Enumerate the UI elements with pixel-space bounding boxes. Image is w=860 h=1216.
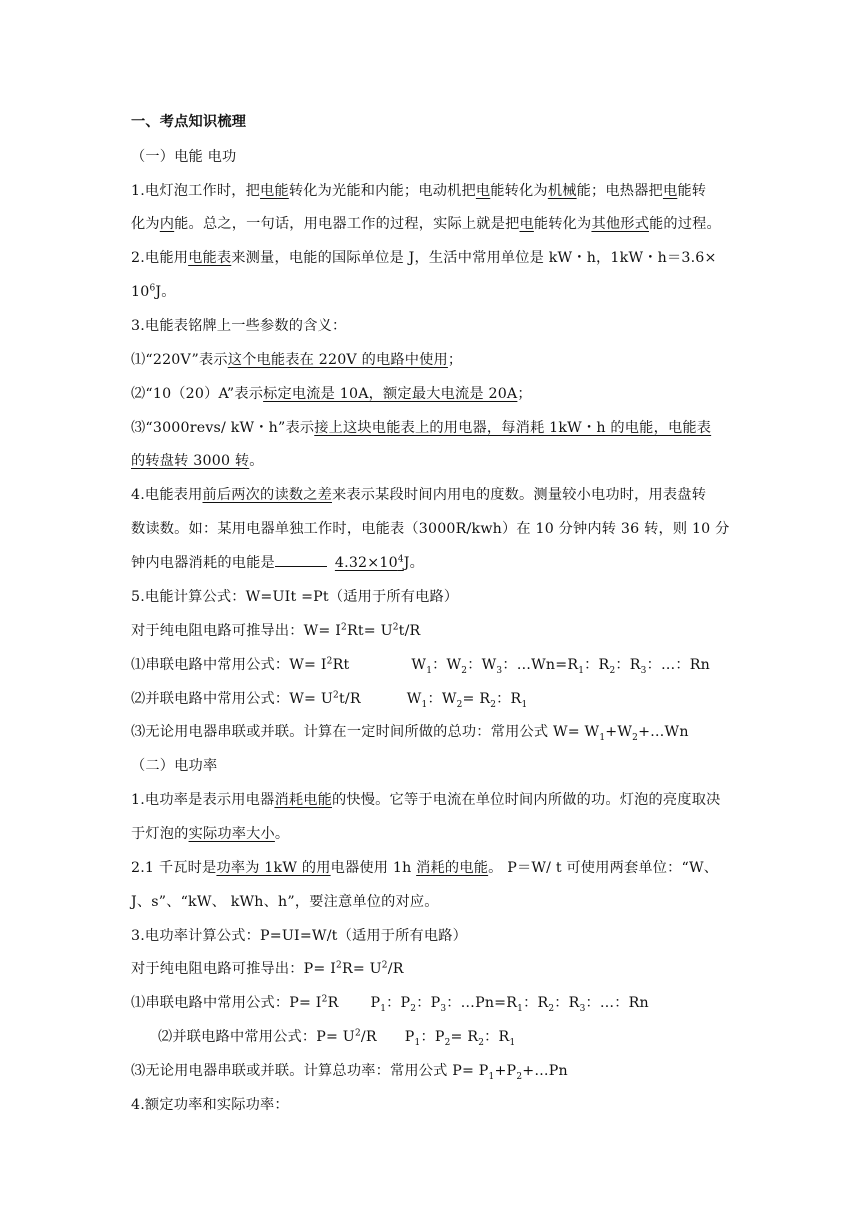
- power-derived: 对于纯电阻电路可推导出：$P= I^2R= U^2/R$: [131, 960, 404, 977]
- paragraph-4-line-3: 钟内电器消耗的电能是 $4.32\times 10^4J$。: [131, 554, 425, 571]
- paragraph-4-line-2: 数读数。如：某用电器单独工作时，电能表（3000R/kwh）在 10 分钟内转 36 转，则 10 分: [131, 521, 730, 537]
- meter-param-current: ⑵“10（20）A”表示标定电流是 10A，额定最大电流是 20A；: [131, 386, 532, 402]
- paragraph-1-line-2: 化为内能。总之，一句话，用电器工作的过程，实际上就是把电能转化为其他形式能的过程。: [131, 216, 721, 232]
- power-paragraph-4: 4.额定功率和实际功率：: [131, 1097, 289, 1113]
- series-power-formula: ⑴串联电路中常用公式：$P= I^2R$ $P_1$：$P_2$：$P_3$：$\dots Pn=R_1$：$R_2$：$R_3$：…：Rn: [131, 994, 649, 1014]
- paragraph-1-line-1: 1.电灯泡工作时，把电能转化为光能和内能；电动机把电能转化为机械能；电热器把电能转: [131, 183, 707, 199]
- series-work-formula: ⑴串联电路中常用公式：$W= I^2Rt$ $W_1$：$W_2$：$W_3$：$\dots Wn=R_1$：$R_2$：$R_3$：…：Rn: [131, 656, 710, 676]
- section-heading: 一、考点知识梳理: [131, 114, 247, 130]
- paragraph-4-line-1: 4.电能表用前后两次的读数之差来表示某段时间内用电的度数。测量较小电功时，用表盘转: [131, 487, 707, 503]
- answer-blank: [275, 553, 327, 567]
- subsection-title: （一）电能 电功: [131, 149, 237, 165]
- total-power-formula: ⑶无论用电器串联或并联。计算总功率：常用公式 $P= P_1+P_2+\dots Pn$: [131, 1063, 568, 1082]
- subsection-title-2: （二）电功率: [131, 758, 218, 774]
- power-paragraph-1-line-2: 于灯泡的实际功率大小。: [131, 826, 290, 842]
- paragraph-5-derived: 对于纯电阻电路可推导出：$W= I^2Rt= U^2t/R$: [131, 622, 421, 639]
- parallel-power-formula: ⑵并联电路中常用公式：$P= U^2/R$ $P_1$：$P_2= R_2$：$R_1$: [158, 1028, 516, 1048]
- answer-value: $4.32\times 10^4$: [334, 554, 404, 571]
- paragraph-2-line-2: $10^6J$。: [131, 283, 176, 300]
- meter-param-revs-line-1: ⑶“3000revs/ kW・h”表示接上这块电能表上的用电器，每消耗 1kW・h 的电能，电能表: [131, 420, 712, 436]
- meter-param-voltage: ⑴“220V”表示这个电能表在 220V 的电路中使用；: [131, 352, 463, 368]
- total-work-formula: ⑶无论用电器串联或并联。计算在一定时间所做的总功：常用公式 $W= W_1+W_2+\dots Wn$: [131, 724, 689, 743]
- power-formula: 3.电功率计算公式：P=UI=W/t（适用于所有电路）: [131, 928, 468, 944]
- paragraph-2-line-1: 2.电能用电能表来测量，电能的国际单位是 J，生活中常用单位是 kW・h，1kW・h＝3.6×: [131, 250, 717, 266]
- meter-param-revs-line-2: 的转盘转 3000 转。: [131, 453, 264, 469]
- power-paragraph-1-line-1: 1.电功率是表示用电器消耗电能的快慢。它等于电流在单位时间内所做的功。灯泡的亮度取决: [131, 792, 721, 808]
- parallel-work-formula: ⑵并联电路中常用公式：$W= U^2t/R$ $W_1$：$W_2= R_2$：$R_1$: [131, 690, 528, 710]
- power-paragraph-2-line-2: J、s”、“kW、 kWh、h”，要注意单位的对应。: [131, 894, 439, 910]
- paragraph-3-title: 3.电能表铭牌上一些参数的含义：: [131, 318, 347, 334]
- paragraph-5-formula: 5.电能计算公式：W=UIt =Pt（适用于所有电路）: [131, 589, 459, 605]
- power-paragraph-2-line-1: 2.1 千瓦时是功率为 1kW 的用电器使用 1h 消耗的电能。 P＝W/ t 可使用两套单位：“W、: [131, 860, 719, 876]
